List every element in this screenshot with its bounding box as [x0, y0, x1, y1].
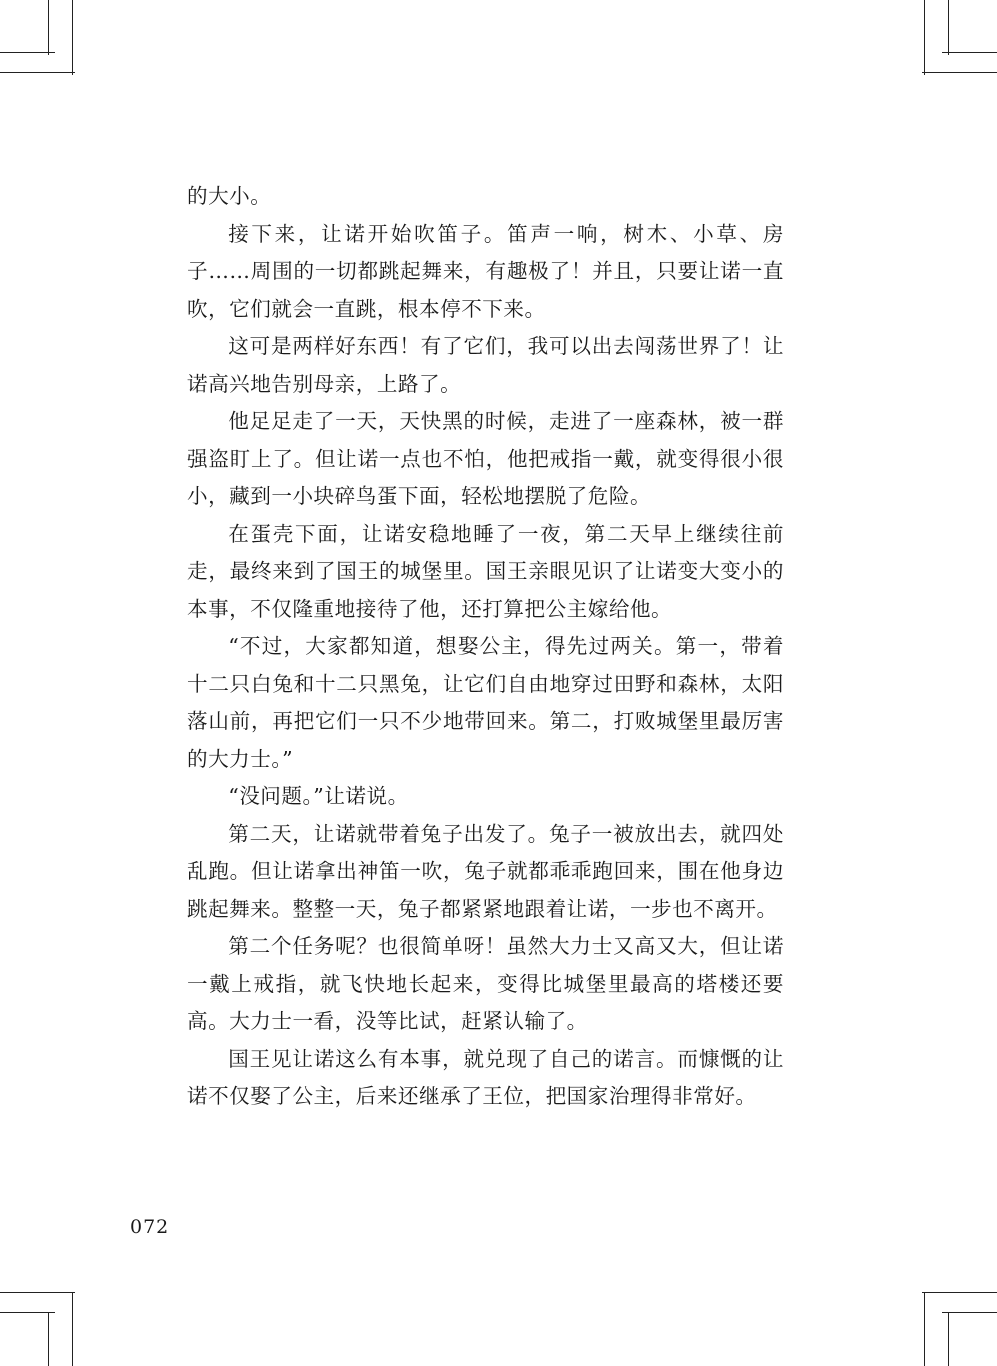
story-text [187, 178, 784, 1116]
crop-mark-bottom-right-outer [948, 1312, 949, 1366]
crop-mark-bottom-right-horizontal [922, 1292, 997, 1293]
paragraph: 第二个任务呢？也很简单呀！虽然大力士又高又大，但让诺一戴上戒指，就飞快地长起来，变得比城堡里最高的塔楼还要高。大力士一看，没等比试，赶紧认输了。 [187, 934, 784, 1033]
paragraph: 这可是两样好东西！有了它们，我可以出去闯荡世界了！让诺高兴地告别母亲，上路了。 [187, 334, 784, 396]
crop-mark-top-left-inner [0, 52, 55, 53]
paragraph: 他足足走了一天，天快黑的时候，走进了一座森林，被一群强盗盯上了。但让诺一点也不怕，他把戒指一戴，就变得很小很小，藏到一小块碎鸟蛋下面，轻松地摆脱了危险。 [187, 409, 784, 508]
crop-mark-bottom-left-vertical [72, 1292, 73, 1366]
crop-mark-top-right-inner [942, 52, 997, 53]
crop-mark-top-right-outer [948, 0, 949, 55]
paragraph: 国王见让诺这么有本事，就兑现了自己的诺言。而慷慨的让诺不仅娶了公主，后来还继承了王位，把国家治理得非常好。 [187, 1046, 784, 1108]
paragraph: “没问题。”让诺说。 [228, 784, 409, 808]
paragraph: 接下来，让诺开始吹笛子。笛声一响，树木、小草、房子……周围的一切都跳起舞来，有趣极了！并且，只要让诺一直吹，它们就会一直跳，根本停不下来。 [187, 221, 784, 321]
crop-mark-bottom-left-outer [48, 1312, 49, 1366]
crop-mark-bottom-left-inner [0, 1312, 55, 1313]
crop-mark-top-right-vertical [924, 0, 925, 75]
paragraph: 在蛋壳下面，让诺安稳地睡了一夜，第二天早上继续往前走，最终来到了国王的城堡里。国王亲眼见识了让诺变大变小的本事，不仅隆重地接待了他，还打算把公主嫁给他。 [187, 521, 784, 621]
crop-mark-top-left-vertical [72, 0, 73, 75]
crop-mark-top-left-outer [48, 0, 49, 55]
crop-mark-top-left-horizontal [0, 72, 75, 73]
crop-mark-bottom-left-horizontal [0, 1292, 75, 1293]
paragraph: 第二天，让诺就带着兔子出发了。兔子一被放出去，就四处乱跑。但让诺拿出神笛一吹，兔子就都乖乖跑回来，围在他身边跳起舞来。整整一天，兔子都紧紧地跟着让诺，一步也不离开。 [187, 821, 784, 921]
paragraph: “不过，大家都知道，想娶公主，得先过两关。第一，带着十二只白兔和十二只黑兔，让它们自由地穿过田野和森林，太阳落山前，再把它们一只不少地带回来。第二，打败城堡里最厉害的大力士。” [187, 634, 784, 771]
crop-mark-bottom-right-inner [942, 1312, 997, 1313]
paragraph-continuation: 的大小。 [187, 184, 272, 208]
crop-mark-bottom-right-vertical [924, 1292, 925, 1366]
crop-mark-top-right-horizontal [922, 72, 997, 73]
page-number: 072 [130, 1216, 170, 1238]
